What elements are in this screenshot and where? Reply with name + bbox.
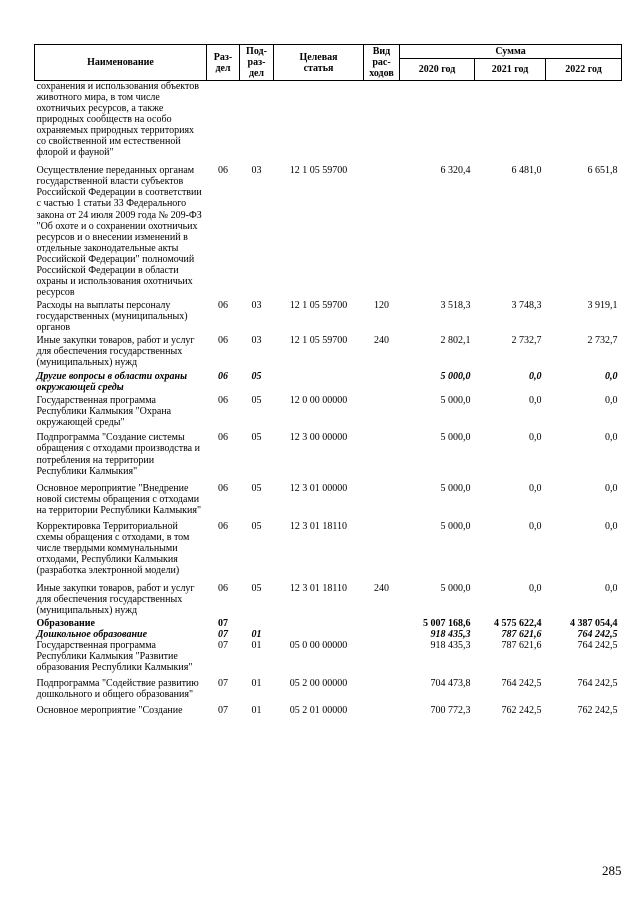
cell-2020: 918 435,3 [430,640,471,652]
cell-2021: 0,0 [529,520,542,532]
cell-tselevaya [274,368,364,393]
cell-2020 [400,81,475,159]
cell-2021: 0,0 [529,395,542,407]
table-row [35,428,622,476]
cell-name: Образование [36,618,95,630]
cell-razdel: 06 [218,299,228,311]
header-2020: 2020 год [400,59,475,81]
cell-2021: 0,0 [529,582,542,594]
cell-vid [364,368,400,393]
cell-vid: 240 [374,335,389,347]
cell-name: Подпрограмма "Содействие развитию дошкольного и общего образования" [36,678,199,701]
cell-tselevaya: 12 0 00 00000 [289,395,348,407]
cell-podrazdel: 05 [251,482,262,494]
cell-2022: 4 387 054,4 [570,618,618,630]
cell-tselevaya: 12 3 01 18110 [289,582,348,594]
cell-podrazdel: 01 [251,678,262,690]
budget-table [34,44,622,716]
cell-2021: 787 621,6 [501,629,542,641]
cell-2021: 787 621,6 [501,640,542,652]
cell-tselevaya [274,629,364,640]
cell-name: Расходы на выплаты персоналу государственных (муниципальных) органов [36,299,188,333]
cell-2021: 0,0 [529,482,542,494]
cell-2022: 3 919,1 [587,299,618,311]
header-summa: Сумма [400,45,622,59]
table-row [35,333,622,368]
cell-podrazdel: 05 [251,520,262,532]
cell-podrazdel: 03 [251,299,262,311]
cell-vid [364,428,400,476]
table-header [35,45,622,81]
cell-vid [364,629,400,640]
cell-podrazdel: 01 [251,705,262,717]
cell-2022: 764 242,5 [577,640,618,652]
cell-2020: 700 772,3 [430,705,471,717]
cell-2022: 0,0 [605,395,618,407]
cell-tselevaya [274,616,364,629]
cell-2022: 0,0 [605,371,618,383]
cell-name: Иные закупки товаров, работ и услуг для обеспечения государственных (муниципальных) нужд [36,335,195,369]
table-row [35,616,622,629]
cell-podrazdel: 05 [251,371,262,383]
cell-2020: 5 000,0 [440,432,471,444]
cell-podrazdel: 05 [251,395,262,407]
cell-vid [364,516,400,576]
cell-name: Государственная программа Республики Калмыкия "Охрана окружающей среды" [36,395,172,429]
cell-2021: 764 242,5 [501,678,542,690]
cell-name: Основное мероприятие "Внедрение новой системы обращения с отходами на территории Республики Калмыкия" [36,482,202,516]
header-2021: 2021 год [475,59,546,81]
cell-2022: 0,0 [605,582,618,594]
cell-vid [364,673,400,700]
cell-podrazdel: 05 [251,432,262,444]
cell-podrazdel: 05 [251,582,262,594]
cell-2022 [546,81,622,159]
cell-razdel: 06 [218,482,228,494]
cell-razdel [207,81,240,159]
table-row [35,298,622,333]
cell-razdel: 06 [218,371,228,383]
table-row [35,81,622,159]
cell-vid [364,81,400,159]
cell-2021: 6 481,0 [511,165,542,177]
cell-2021 [475,81,546,159]
cell-2022: 762 242,5 [577,705,618,717]
cell-razdel: 06 [218,432,228,444]
table-row [35,393,622,428]
cell-2021: 2 732,7 [511,335,542,347]
cell-podrazdel: 01 [251,629,262,641]
cell-2020: 5 000,0 [440,582,471,594]
cell-2022: 0,0 [605,432,618,444]
cell-name: Иные закупки товаров, работ и услуг для обеспечения государственных (муниципальных) нужд [36,582,195,617]
cell-name: Корректировка Территориальной схемы обращения с отходами, в том числе твердыми коммунальными отходами, Республики Калмыкия (разработка электронной модели) [36,520,190,576]
cell-2020: 6 320,4 [440,165,471,177]
header-tselevaya: Целевая статья [274,45,364,81]
cell-razdel: 06 [218,335,228,347]
cell-2022: 2 732,7 [587,335,618,347]
cell-tselevaya: 12 3 01 00000 [289,482,348,494]
cell-razdel: 07 [218,705,228,717]
cell-tselevaya: 12 3 00 00000 [289,432,348,444]
header-podrazdel: Под- раз- дел [240,45,274,81]
cell-name: Осуществление переданных органам государственной власти субъектов Российской Федерации в соответствии с частью 1 статьи 33 Федерального закона от 24 июля 2009 года № 209-ФЗ "Об охоте и о сохранении охотничьих ресурсов и о внесении изменений в отдельные законодательные акты Российской Федерации" полномочий Российской Федерации в области охраны и использования охотничьих ресурсов [36,165,202,298]
cell-razdel: 07 [218,678,228,690]
cell-tselevaya: 12 1 05 59700 [289,299,348,311]
cell-2022: 764 242,5 [577,678,618,690]
cell-tselevaya: 12 3 01 18110 [289,520,348,532]
cell-2021: 0,0 [529,432,542,444]
cell-razdel: 06 [218,165,228,177]
cell-2020: 3 518,3 [440,299,471,311]
table-row [35,629,622,640]
cell-tselevaya: 05 2 01 00000 [289,705,348,717]
cell-tselevaya: 05 2 00 00000 [289,678,348,690]
cell-vid: 240 [374,582,389,594]
cell-name: Государственная программа Республики Калмыкия "Развитие образования Республики Калмыкия" [36,640,193,674]
cell-tselevaya: 05 0 00 00000 [289,640,348,652]
cell-vid [364,393,400,428]
cell-2020: 704 473,8 [430,678,471,690]
cell-2022: 0,0 [605,482,618,494]
cell-vid [364,158,400,298]
header-name: Наименование [35,45,207,81]
cell-vid [364,616,400,629]
header-vid: Вид рас- ходов [364,45,400,81]
cell-name: Основное мероприятие "Создание [36,705,183,717]
cell-2021: 4 575 622,4 [494,618,542,630]
cell-2022: 6 651,8 [587,165,618,177]
table-body [35,81,622,717]
cell-2020: 5 007 168,6 [423,618,471,630]
cell-2020: 2 802,1 [440,335,471,347]
table-row [35,368,622,393]
cell-2020: 5 000,0 [440,482,471,494]
page-number: 285 [602,863,622,878]
cell-podrazdel: 03 [251,335,262,347]
cell-2021: 3 748,3 [511,299,542,311]
cell-tselevaya [274,81,364,159]
cell-name: сохранения и использования объектов животного мира, в том числе охотничьих ресурсов, а также природных сообществ на особо охраняемых природных территориях со свойственной им естественной флорой и фауной" [36,81,199,159]
cell-tselevaya: 12 1 05 59700 [289,335,348,347]
header-2022: 2022 год [546,59,622,81]
cell-razdel: 07 [218,640,228,652]
cell-vid [364,477,400,516]
cell-razdel: 06 [218,395,228,407]
table-row [35,640,622,673]
table-row [35,158,622,298]
cell-razdel: 07 [218,618,228,630]
cell-2020: 5 000,0 [440,371,471,383]
cell-2022: 764 242,5 [577,629,618,641]
cell-razdel: 06 [218,582,228,594]
table-row [35,516,622,576]
cell-podrazdel: 03 [251,165,262,177]
cell-2021: 762 242,5 [501,705,542,717]
cell-2021: 0,0 [529,371,542,383]
cell-podrazdel: 01 [251,640,262,652]
cell-2020: 5 000,0 [440,520,471,532]
table-row [35,576,622,616]
cell-name: Дошкольное образование [36,629,148,641]
cell-tselevaya: 12 1 05 59700 [289,165,348,177]
cell-2022: 0,0 [605,520,618,532]
table-row [35,700,622,716]
table-row [35,673,622,700]
budget-table-sheet [34,44,621,716]
cell-name: Подпрограмма "Создание системы обращения с отходами производства и потребления на территории Республики Калмыкия" [36,432,200,477]
cell-name: Другие вопросы в области охраны окружающей среды [36,371,188,394]
cell-vid [364,700,400,716]
table-row [35,477,622,516]
cell-podrazdel [240,81,274,159]
cell-razdel: 06 [218,520,228,532]
header-razdel: Раз- дел [207,45,240,81]
cell-razdel: 07 [218,629,228,641]
cell-vid [364,640,400,673]
cell-podrazdel [240,616,274,629]
cell-2020: 918 435,3 [430,629,471,641]
cell-2020: 5 000,0 [440,395,471,407]
cell-vid: 120 [374,299,389,311]
